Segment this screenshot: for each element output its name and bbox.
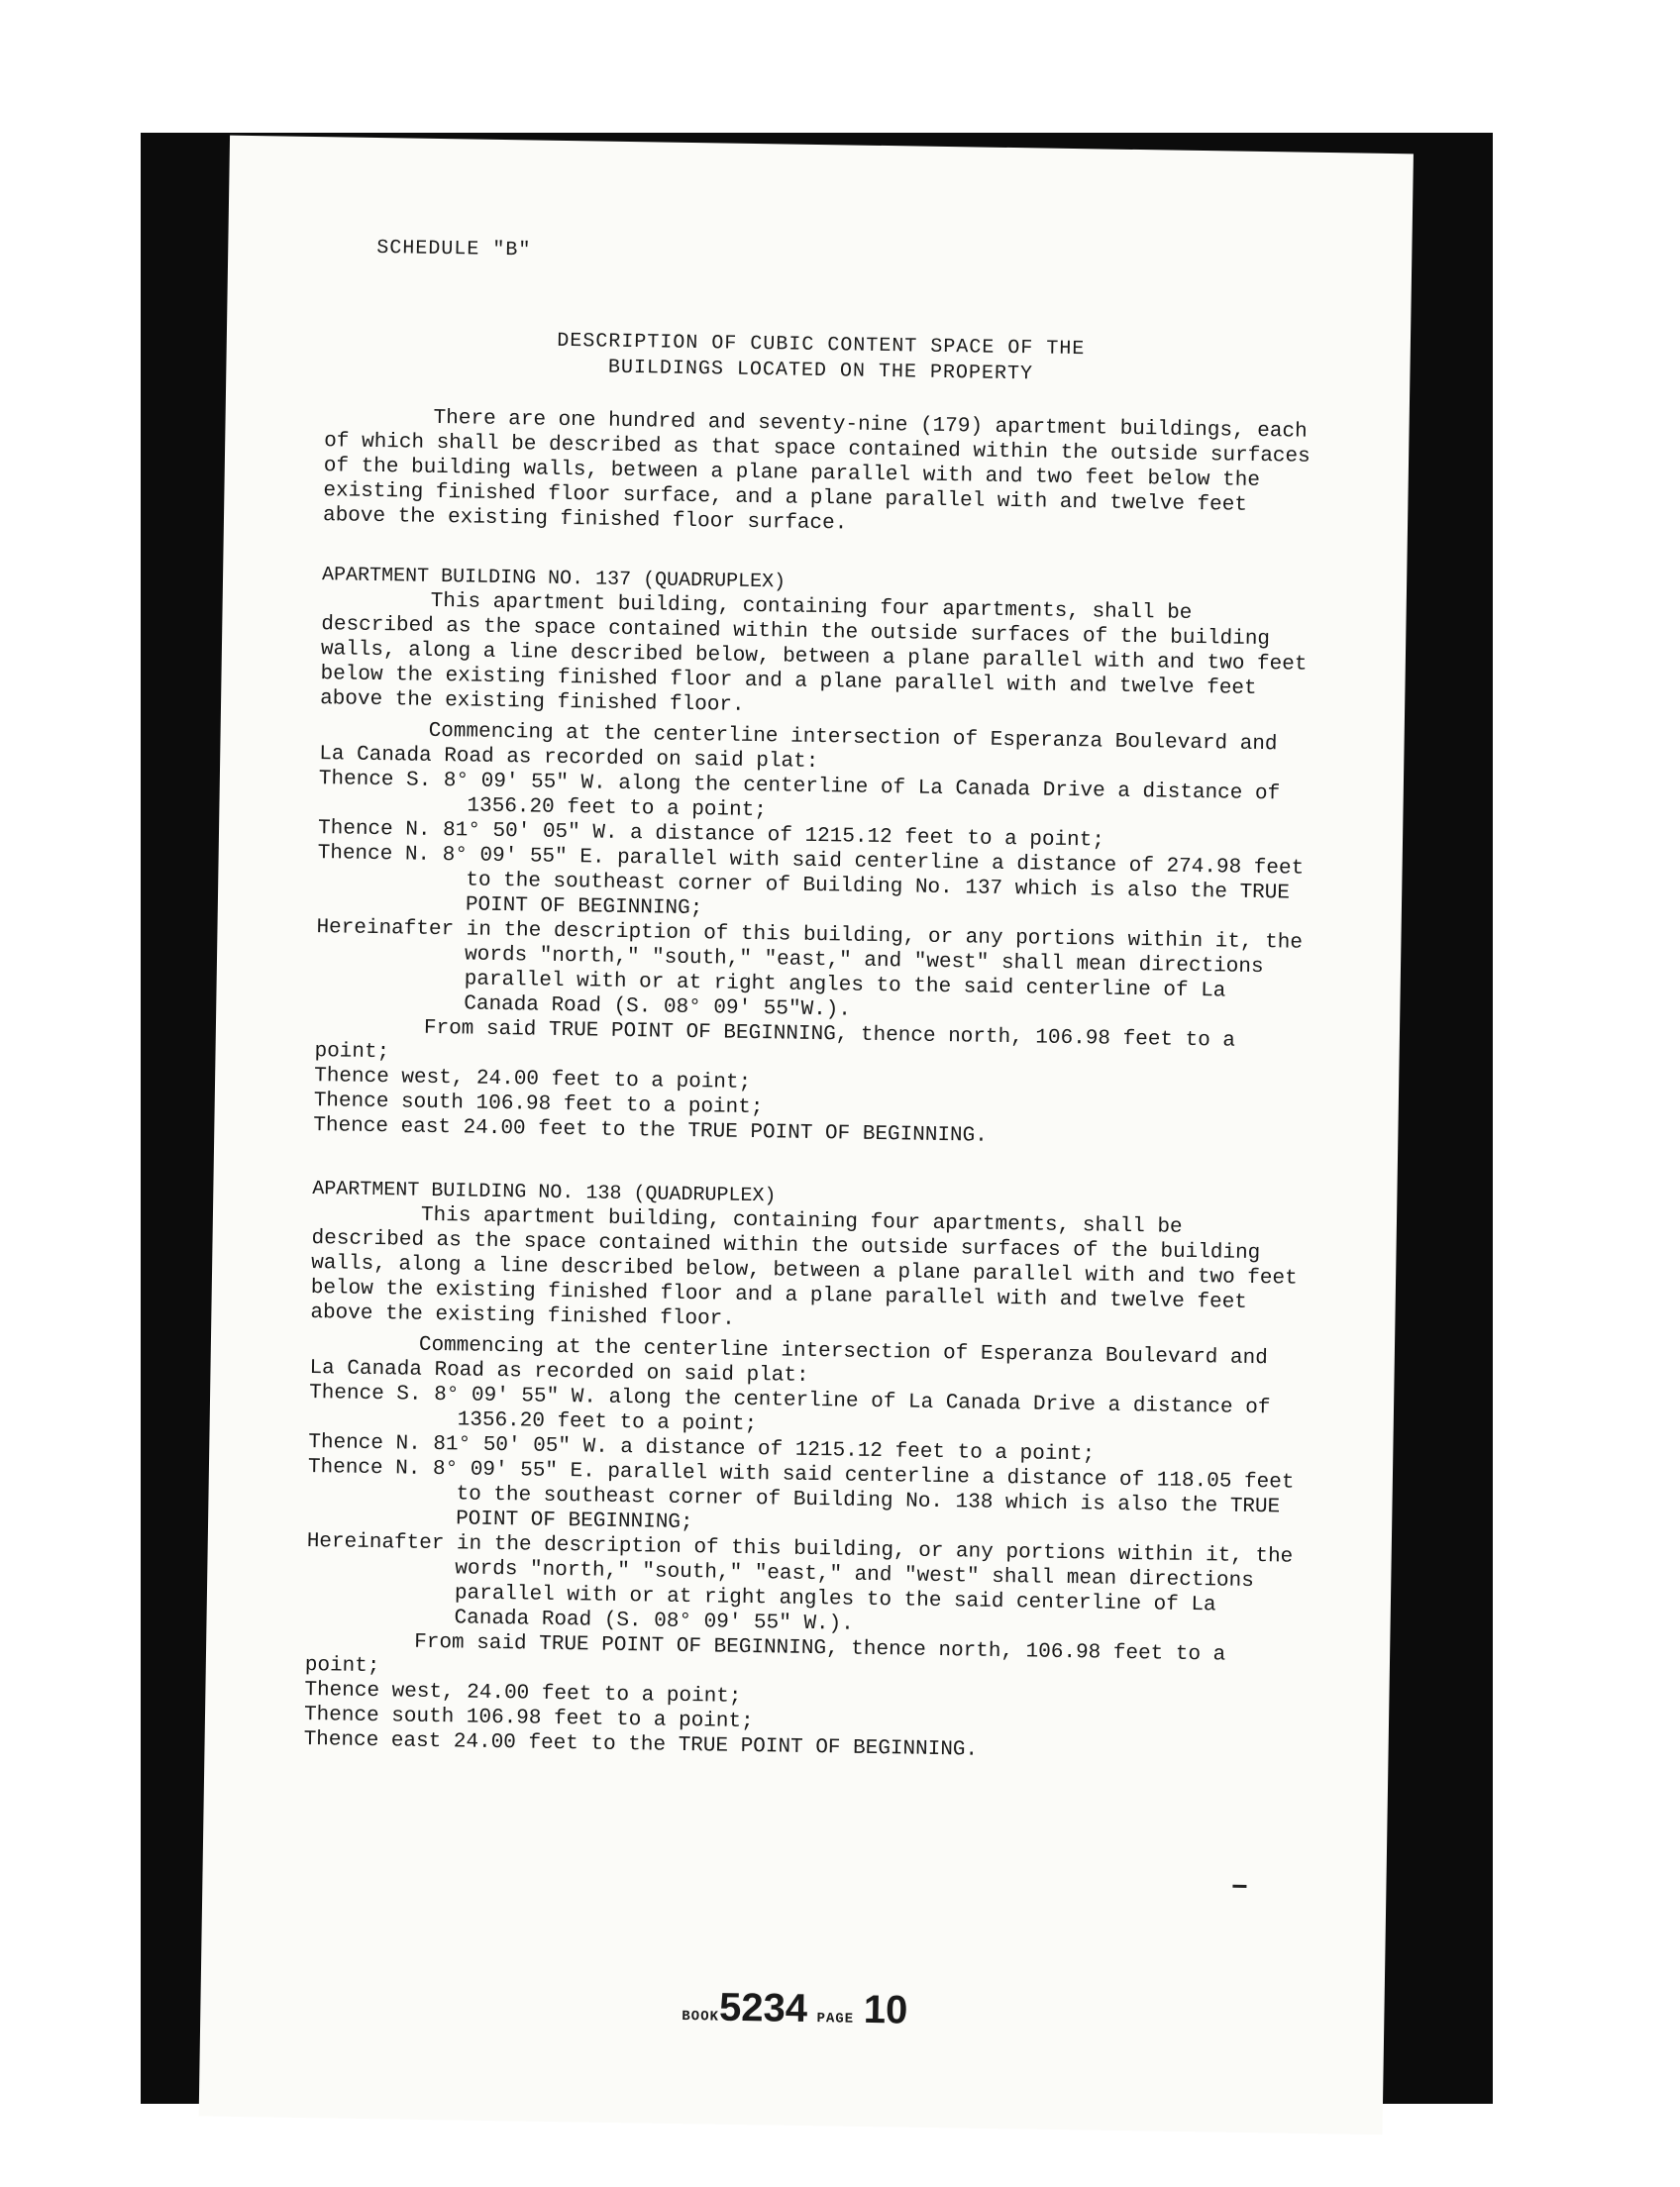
thence-east: Thence east 24.00 feet to the TRUE POINT OF BEGINNING.	[313, 1114, 988, 1148]
intro-paragraph: There are one hundred and seventy-nine (179) apartment buildings, each of which shall be described as that space contained within the outside surfaces of the building walls, between a plane parallel with and two feet below the existing finished floor surface, and a plane parallel with and twelve feet above the existing finished floor surface.	[322, 406, 1311, 536]
book-label: BOOK	[682, 2009, 720, 2026]
thence-west: Thence west, 24.00 feet to a point;	[304, 1678, 742, 1709]
thence-line-1: Thence S. 8° 09' 55" W. along the centerline of La Canada Drive a distance of 1356.20 feet to a point;	[318, 768, 1281, 823]
thence-line-1: Thence S. 8° 09' 55" W. along the centerline of La Canada Drive a distance of 1356.20 feet to a point;	[308, 1382, 1271, 1437]
title-line-1: DESCRIPTION OF CUBIC CONTENT SPACE OF THE	[557, 329, 1086, 362]
building-heading: APARTMENT BUILDING NO. 137 (QUADRUPLEX)	[321, 564, 787, 594]
hereinafter-text: Hereinafter in the description of this building, or any portions within it, the words "north," "south," "east," and "west" shall mean directions parallel with or at right angles to the said centerline of La Canada Road (S. 08° 09' 55" W.).	[306, 1530, 1294, 1636]
book-page-stamp	[497, 1982, 1093, 2035]
title-line-2: BUILDINGS LOCATED ON THE PROPERTY	[607, 356, 1034, 386]
page-number: 10	[863, 1987, 908, 2032]
thence-line-3: Thence N. 8° 09' 55" E. parallel with said centerline a distance of 274.98 feet to the southeast corner of Building No. 137 which is also the TRUE POINT OF BEGINNING;	[317, 842, 1305, 921]
thence-line-2: Thence N. 81° 50' 05" W. a distance of 1215.12 feet to a point;	[308, 1431, 1096, 1467]
hereinafter-text: Hereinafter in the description of this building, or any portions within it, the words "north," "south," "east," and "west" shall mean directions parallel with or at right angles to the said centerline of La Canada Road (S. 08° 09' 55"W.).	[316, 916, 1304, 1022]
thence-west: Thence west, 24.00 feet to a point;	[313, 1065, 752, 1094]
building-heading: APARTMENT BUILDING NO. 138 (QUADRUPLEX)	[312, 1178, 777, 1208]
stray-mark	[1232, 1885, 1246, 1888]
thence-south: Thence south 106.98 feet to a point;	[303, 1703, 754, 1734]
commencing-text: Commencing at the centerline intersection of Esperanza Boulevard and La Canada Road as recorded on said plat:	[309, 1333, 1268, 1388]
book-number: 5234	[718, 1985, 808, 2031]
building-137-section	[313, 563, 1312, 1154]
from-point-text: From said TRUE POINT OF BEGINNING, thence north, 106.98 feet to a point;	[314, 1016, 1236, 1065]
thence-east: Thence east 24.00 feet to the TRUE POINT OF BEGINNING.	[303, 1727, 979, 1762]
page-label: PAGE	[816, 2011, 855, 2028]
document-title	[444, 327, 1198, 390]
schedule-label: SCHEDULE "B"	[376, 236, 532, 262]
building-description: This apartment building, containing four apartments, shall be described as the space contained within the outside surfaces of the building walls, along a line described below, between a plane parallel with and two feet below the existing finished floor and a plane parallel with and twelve feet above the existing finished floor.	[310, 1203, 1298, 1331]
building-description: This apartment building, containing four apartments, shall be described as the space contained within the outside surfaces of the building walls, along a line described below, between a plane parallel with and two feet below the existing finished floor and a plane parallel with and twelve feet above the existing finished floor.	[319, 589, 1308, 717]
commencing-text: Commencing at the centerline intersection of Esperanza Boulevard and La Canada Road as recorded on said plat:	[319, 719, 1278, 775]
thence-south: Thence south 106.98 feet to a point;	[313, 1090, 764, 1120]
building-138-section	[303, 1177, 1303, 1768]
intro-section	[323, 404, 1315, 544]
from-point-text: From said TRUE POINT OF BEGINNING, thence north, 106.98 feet to a point;	[304, 1630, 1226, 1679]
thence-line-3: Thence N. 8° 09' 55" E. parallel with said centerline a distance of 118.05 feet to the southeast corner of Building No. 138 which is also the TRUE POINT OF BEGINNING;	[307, 1456, 1295, 1535]
document-page	[199, 136, 1414, 2135]
thence-line-2: Thence N. 81° 50' 05" W. a distance of 1215.12 feet to a point;	[317, 817, 1105, 853]
